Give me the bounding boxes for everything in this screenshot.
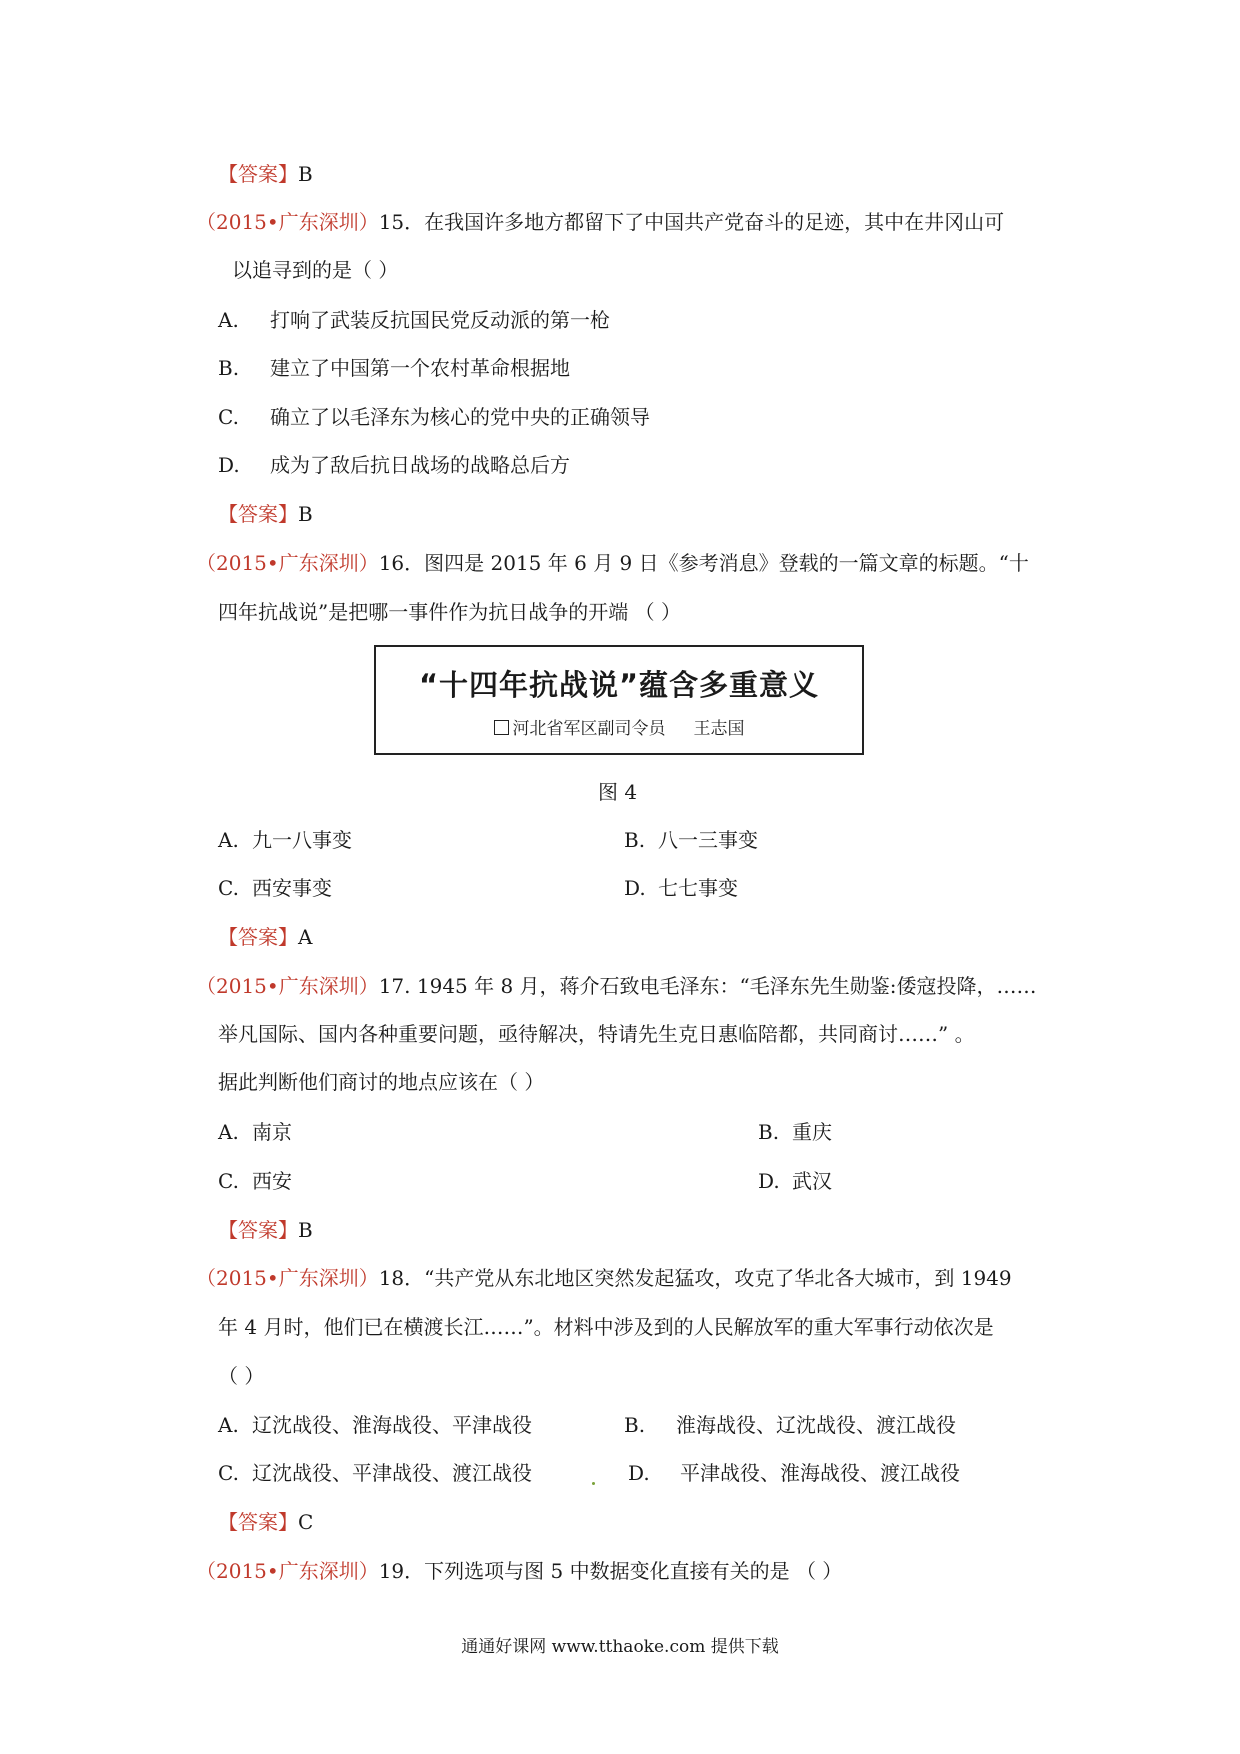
question-source: （2015•广东深圳） (196, 210, 379, 234)
question-17-stem-line2: 举凡国际、国内各种重要问题，亟待解决，特请先生克日惠临陪都，共同商讨……” 。 (218, 1022, 975, 1046)
answer-line (218, 160, 313, 188)
q15-option-d: D. 成为了敌后抗日战场的战略总后方 (218, 453, 570, 477)
question-18-stem-line1: （2015•广东深圳）18．“共产党从东北地区突然发起猛攻，攻克了华北各大城市，到 1949 (196, 1266, 1012, 1290)
q18-option-c: C. 辽沈战役、平津战役、渡江战役 (218, 1461, 532, 1485)
q16-option-a: A. 九一八事变 (218, 828, 352, 852)
question-18-stem-line3: （ ） (218, 1364, 265, 1388)
question-17-stem-line1: （2015•广东深圳）17. 1945 年 8 月，蒋介石致电毛泽东：“毛泽东先生勋鉴:倭寇投降，…… (196, 974, 1037, 998)
figure-headline: “十四年抗战说”蕴含多重意义 (418, 668, 820, 702)
q17-option-b: B. 重庆 (758, 1120, 832, 1144)
question-15-stem-line2: 以追寻到的是（ ） (232, 258, 399, 282)
q15-option-a: A. 打响了武装反抗国民党反动派的第一枪 (218, 308, 610, 332)
question-17-stem-line3: 据此判断他们商讨的地点应该在（ ） (218, 1070, 545, 1094)
q15-option-b: B. 建立了中国第一个农村革命根据地 (218, 356, 570, 380)
question-15-stem-line1 (196, 208, 1004, 236)
question-text: 15．在我国许多地方都留下了中国共产党奋斗的足迹，其中在井冈山可 (378, 210, 1005, 234)
q17-answer-line: 【答案】B (218, 1218, 313, 1242)
q18-option-a: A. 辽沈战役、淮海战役、平津战役 (218, 1413, 532, 1437)
q16-answer-line: 【答案】A (218, 925, 313, 949)
answer-label: 【答案】 (218, 162, 298, 186)
q16-option-d: D. 七七事变 (624, 876, 738, 900)
figure-caption: 图 4 (598, 780, 638, 804)
q16-option-b: B. 八一三事变 (624, 828, 758, 852)
figure-byline: 河北省军区副司令员 王志国 (376, 714, 862, 739)
green-dot-artifact (592, 1482, 595, 1485)
page-footer: 通通好课网 www.tthaoke.com 提供下载 (461, 1637, 779, 1657)
question-16-stem-line2: 四年抗战说”是把哪一事件作为抗日战争的开端 （ ） (218, 600, 681, 624)
question-16-stem-line1: （2015•广东深圳）16．图四是 2015 年 6 月 9 日《参考消息》登载的一篇文章的标题。“十 (196, 551, 1029, 575)
square-bullet-icon (494, 720, 509, 735)
q16-option-c: C. 西安事变 (218, 876, 332, 900)
question-19-stem-line1: （2015•广东深圳）19．下列选项与图 5 中数据变化直接有关的是 （ ） (196, 1559, 843, 1583)
q15-answer-line: 【答案】B (218, 502, 313, 526)
q18-answer-line: 【答案】C (218, 1510, 314, 1534)
q15-option-c: C. 确立了以毛泽东为核心的党中央的正确领导 (218, 405, 650, 429)
q18-option-d: D. 平津战役、淮海战役、渡江战役 (628, 1461, 960, 1485)
q17-option-c: C. 西安 (218, 1169, 292, 1193)
figure-4-headline-box (374, 645, 864, 755)
q17-option-d: D. 武汉 (758, 1169, 832, 1193)
question-18-stem-line2: 年 4 月时，他们已在横渡长江……”。材料中涉及到的人民解放军的重大军事行动依次是 (218, 1315, 994, 1339)
q17-option-a: A. 南京 (218, 1120, 292, 1144)
q18-option-b: B. 淮海战役、辽沈战役、渡江战役 (624, 1413, 956, 1437)
answer-value: B (298, 162, 313, 186)
